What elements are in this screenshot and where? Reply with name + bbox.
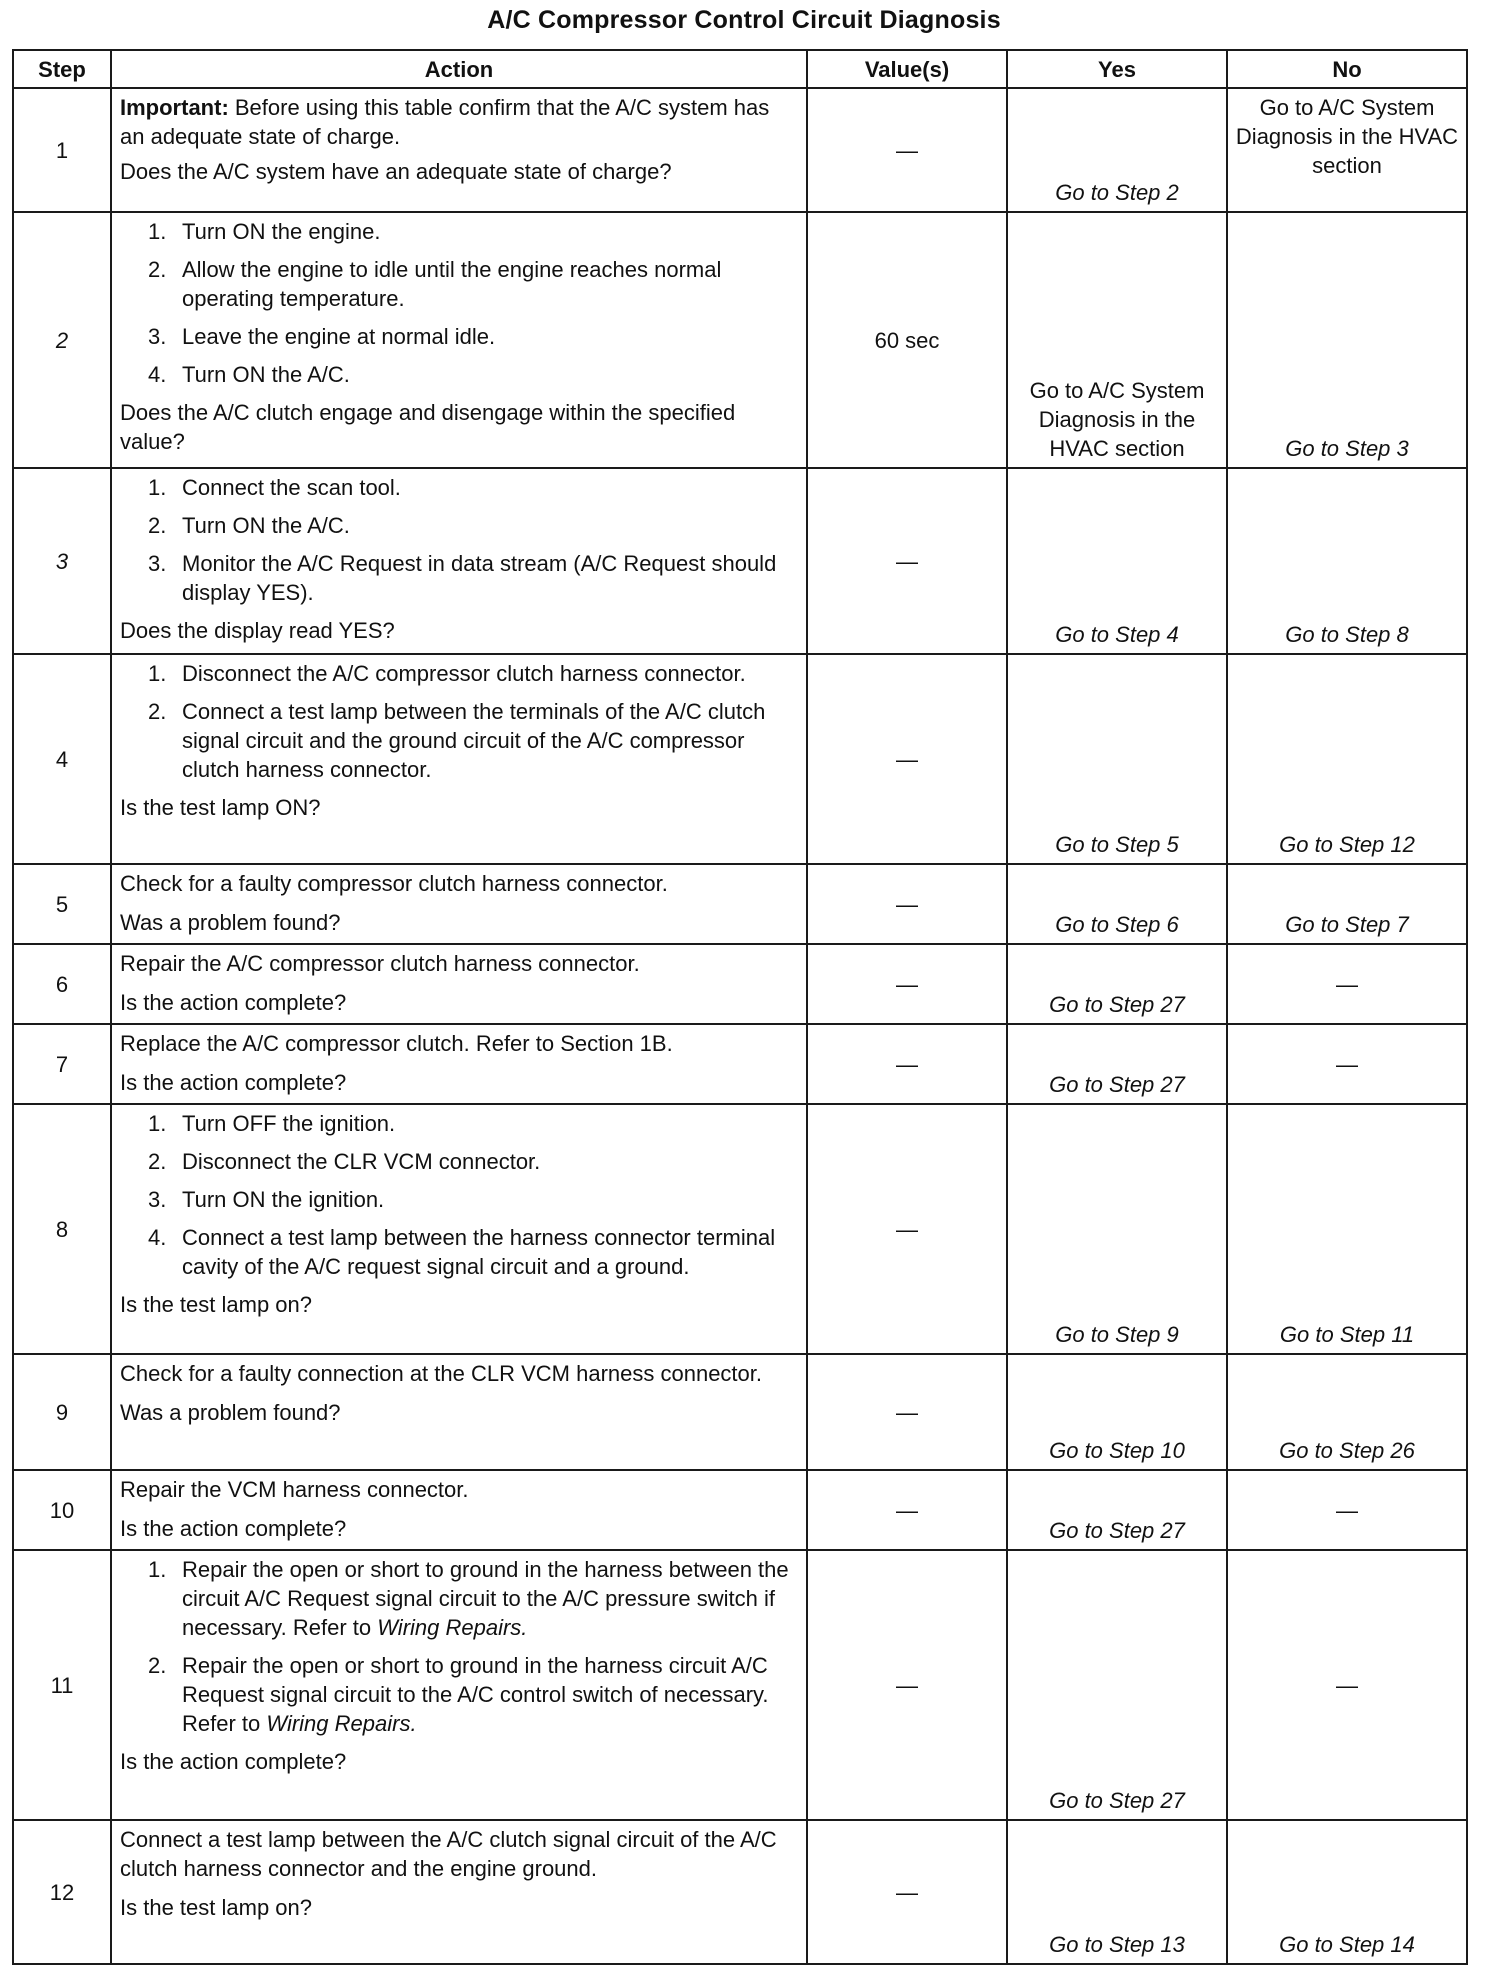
value-cell: — <box>807 1104 1007 1354</box>
no-link[interactable]: Go to A/C System Diagnosis in the HVAC section <box>1235 95 1459 178</box>
step-number: 9 <box>13 1354 111 1470</box>
no-cell <box>1227 1820 1467 1964</box>
step-number: 11 <box>13 1550 111 1820</box>
yes-cell <box>1007 468 1227 654</box>
action-line: Check for a faulty compressor clutch harness connector. <box>120 871 668 896</box>
yes-cell <box>1007 1470 1227 1550</box>
value-cell: — <box>807 1024 1007 1104</box>
table-row <box>13 1470 1467 1550</box>
no-link[interactable]: Go to Step 11 <box>1279 1322 1415 1347</box>
question: Is the test lamp on? <box>120 1895 312 1920</box>
action-step: 4. Turn ON the A/C. <box>148 362 350 387</box>
question: Is the action complete? <box>120 1516 347 1541</box>
action-line: Repair the VCM harness connector. <box>120 1477 469 1502</box>
header-yes: Yes <box>1007 50 1227 88</box>
no-cell <box>1227 468 1467 654</box>
action-step: 4. Connect a test lamp between the harness connector terminal cavity of the A/C request signal circuit and a ground. <box>148 1225 776 1279</box>
yes-link[interactable]: Go to Step 27 <box>1049 1072 1185 1097</box>
table-row <box>13 1024 1467 1104</box>
important-text: Before using this table confirm that the A/C system has an adequate state of charge. <box>120 95 770 149</box>
action-cell <box>111 212 807 468</box>
action-steps <box>120 1109 798 1281</box>
yes-cell <box>1007 1024 1227 1104</box>
action-cell <box>111 944 807 1024</box>
step-number: 7 <box>13 1024 111 1104</box>
step-number: 10 <box>13 1470 111 1550</box>
no-cell <box>1227 1354 1467 1470</box>
table-row <box>13 864 1467 944</box>
action-cell <box>111 1470 807 1550</box>
no-link[interactable]: Go to Step 12 <box>1279 832 1415 857</box>
action-step: 1. Connect the scan tool. <box>148 475 401 500</box>
no-cell: — <box>1227 1024 1467 1104</box>
yes-cell <box>1007 1354 1227 1470</box>
action-step: 3. Turn ON the ignition. <box>148 1187 385 1212</box>
yes-link[interactable]: Go to Step 5 <box>1055 832 1179 857</box>
value-cell: 60 sec <box>807 212 1007 468</box>
question: Does the A/C clutch engage and disengage within the specified value? <box>120 400 736 454</box>
no-cell <box>1227 654 1467 864</box>
diagnosis-table <box>12 49 1468 1965</box>
important-label: Important: <box>120 95 229 120</box>
action-step: 2. Repair the open or short to ground in the harness circuit A/C Request signal circuit to the A/C control switch of necessary. Refer to Wiring Repairs. <box>148 1653 769 1736</box>
action-steps <box>120 659 798 784</box>
table-row <box>13 212 1467 468</box>
action-cell <box>111 864 807 944</box>
action-step: 1. Turn ON the engine. <box>148 219 381 244</box>
yes-cell <box>1007 654 1227 864</box>
action-cell <box>111 1550 807 1820</box>
action-cell <box>111 1024 807 1104</box>
header-step: Step <box>13 50 111 88</box>
action-step: 3. Leave the engine at normal idle. <box>148 324 496 349</box>
action-step: 1. Repair the open or short to ground in the harness between the circuit A/C Request signal circuit to the A/C pressure switch if necessary. Refer to Wiring Repairs. <box>148 1557 789 1640</box>
question: Is the action complete? <box>120 1749 347 1774</box>
header-no: No <box>1227 50 1467 88</box>
yes-cell <box>1007 88 1227 212</box>
no-link[interactable]: Go to Step 7 <box>1285 912 1409 937</box>
action-steps <box>120 217 798 389</box>
yes-cell <box>1007 212 1227 468</box>
yes-link[interactable]: Go to A/C System Diagnosis in the HVAC section <box>1029 378 1205 461</box>
step-number: 1 <box>13 88 111 212</box>
no-cell: — <box>1227 1550 1467 1820</box>
table-row <box>13 1820 1467 1964</box>
question: Was a problem found? <box>120 910 341 935</box>
action-step: 2. Turn ON the A/C. <box>148 513 350 538</box>
action-step: 2. Allow the engine to idle until the engine reaches normal operating temperature. <box>148 257 722 311</box>
action-cell <box>111 654 807 864</box>
table-row <box>13 1550 1467 1820</box>
table-row <box>13 654 1467 864</box>
question: Does the display read YES? <box>120 618 395 643</box>
value-cell: — <box>807 1820 1007 1964</box>
table-row <box>13 1354 1467 1470</box>
table-row <box>13 88 1467 212</box>
question: Is the test lamp ON? <box>120 795 321 820</box>
action-step: 3. Monitor the A/C Request in data stream (A/C Request should display YES). <box>148 551 777 605</box>
question: Is the action complete? <box>120 1070 347 1095</box>
no-cell: — <box>1227 944 1467 1024</box>
yes-link[interactable]: Go to Step 9 <box>1055 1322 1179 1347</box>
action-cell <box>111 1104 807 1354</box>
yes-cell <box>1007 1104 1227 1354</box>
table-row <box>13 468 1467 654</box>
question: Is the test lamp on? <box>120 1292 312 1317</box>
value-cell: — <box>807 1470 1007 1550</box>
value-cell: — <box>807 1354 1007 1470</box>
page-title: A/C Compressor Control Circuit Diagnosis <box>487 6 1001 34</box>
action-step: 2. Connect a test lamp between the terminals of the A/C clutch signal circuit and the ground circuit of the A/C compressor clutch harness connector. <box>148 699 766 782</box>
yes-cell <box>1007 1820 1227 1964</box>
step-number: 2 <box>13 212 111 468</box>
question: Does the A/C system have an adequate state of charge? <box>120 159 672 184</box>
question: Was a problem found? <box>120 1400 341 1425</box>
no-cell <box>1227 864 1467 944</box>
action-step: 1. Disconnect the A/C compressor clutch harness connector. <box>148 661 746 686</box>
yes-cell <box>1007 864 1227 944</box>
value-cell: — <box>807 88 1007 212</box>
no-link[interactable]: Go to Step 26 <box>1279 1438 1415 1463</box>
yes-link[interactable]: Go to Step 27 <box>1049 1788 1185 1813</box>
no-link[interactable]: Go to Step 14 <box>1279 1932 1415 1957</box>
yes-cell <box>1007 1550 1227 1820</box>
value-cell: — <box>807 654 1007 864</box>
yes-cell <box>1007 944 1227 1024</box>
action-cell <box>111 1820 807 1964</box>
no-cell <box>1227 88 1467 212</box>
action-line: Connect a test lamp between the A/C clutch signal circuit of the A/C clutch harness connector and the engine ground. <box>120 1827 777 1881</box>
wiring-repairs-ref: Wiring Repairs. <box>266 1711 417 1736</box>
action-step: 2. Disconnect the CLR VCM connector. <box>148 1149 541 1174</box>
action-step: 1. Turn OFF the ignition. <box>148 1111 396 1136</box>
yes-link[interactable]: Go to Step 2 <box>1055 180 1179 205</box>
action-line: Repair the A/C compressor clutch harness connector. <box>120 951 640 976</box>
step-number: 5 <box>13 864 111 944</box>
value-cell: — <box>807 1550 1007 1820</box>
action-cell <box>111 468 807 654</box>
table-row <box>13 944 1467 1024</box>
action-line: Replace the A/C compressor clutch. Refer to Section 1B. <box>120 1031 673 1056</box>
step-number: 8 <box>13 1104 111 1354</box>
yes-link[interactable]: Go to Step 27 <box>1049 1518 1185 1543</box>
question: Is the action complete? <box>120 990 347 1015</box>
step-number: 6 <box>13 944 111 1024</box>
header-action: Action <box>111 50 807 88</box>
action-line: Check for a faulty connection at the CLR VCM harness connector. <box>120 1361 762 1386</box>
important-note <box>120 93 798 151</box>
value-cell: — <box>807 944 1007 1024</box>
header-values: Value(s) <box>807 50 1007 88</box>
no-cell <box>1227 212 1467 468</box>
value-cell: — <box>807 864 1007 944</box>
step-number: 3 <box>13 468 111 654</box>
action-steps <box>120 1555 798 1738</box>
no-link[interactable]: Go to Step 3 <box>1285 436 1409 461</box>
action-steps <box>120 473 798 607</box>
yes-link[interactable]: Go to Step 10 <box>1049 1438 1185 1463</box>
yes-link[interactable]: Go to Step 4 <box>1055 622 1179 647</box>
action-cell <box>111 1354 807 1470</box>
header-row <box>13 50 1467 88</box>
step-number: 4 <box>13 654 111 864</box>
no-link[interactable]: Go to Step 8 <box>1285 622 1409 647</box>
wiring-repairs-ref: Wiring Repairs. <box>377 1615 528 1640</box>
value-cell: — <box>807 468 1007 654</box>
table-row <box>13 1104 1467 1354</box>
yes-link[interactable]: Go to Step 6 <box>1055 912 1179 937</box>
no-cell: — <box>1227 1470 1467 1550</box>
no-cell <box>1227 1104 1467 1354</box>
yes-link[interactable]: Go to Step 27 <box>1049 992 1185 1017</box>
yes-link[interactable]: Go to Step 13 <box>1049 1932 1185 1957</box>
step-number: 12 <box>13 1820 111 1964</box>
action-cell <box>111 88 807 212</box>
